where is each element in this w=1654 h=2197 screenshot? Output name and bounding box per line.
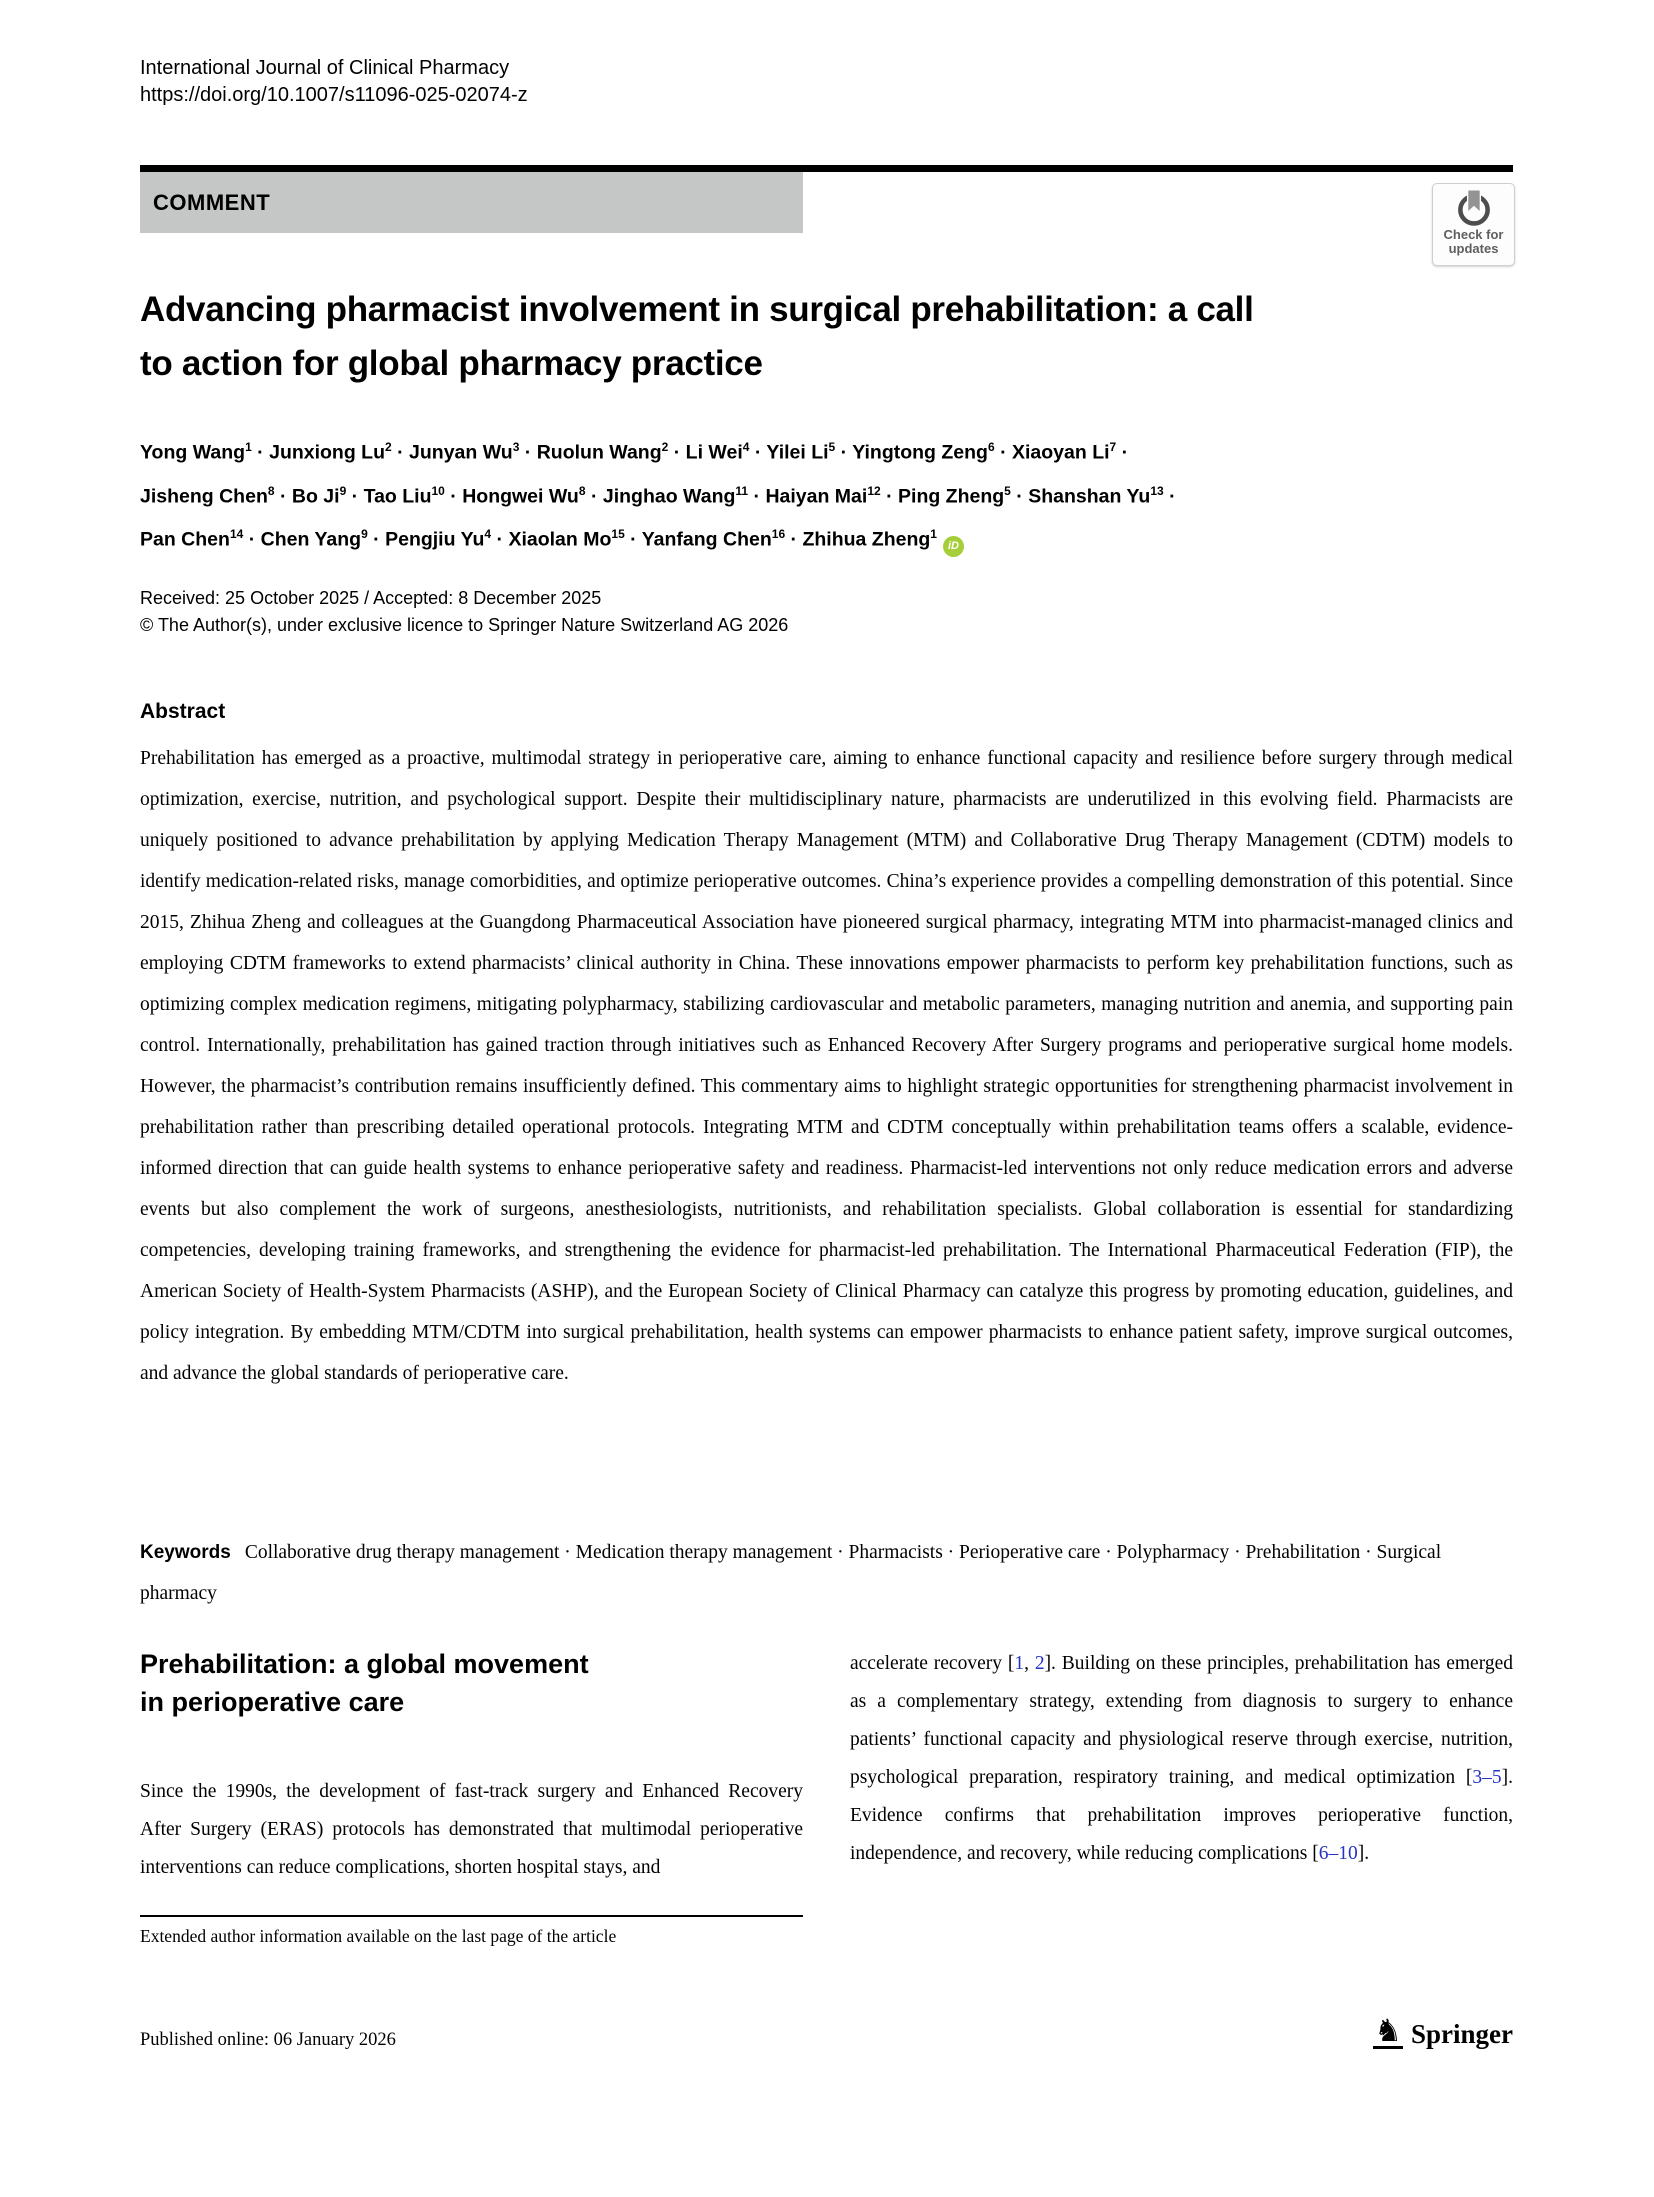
author-name: Chen Yang xyxy=(260,528,362,551)
doi-text: https://doi.org/10.1007/s11096-025-02074-z xyxy=(140,84,528,106)
author-affiliation-number: 13 xyxy=(1150,483,1164,498)
author-name: Yanfang Chen xyxy=(641,528,772,551)
section-heading-line1: Prehabilitation: a global movement xyxy=(140,1649,589,1679)
author-affiliation-number: 3 xyxy=(512,440,520,454)
author-affiliation-number: 1 xyxy=(245,440,252,454)
author-line xyxy=(140,515,1530,559)
author-affiliation-number: 16 xyxy=(771,527,786,541)
author-name: Bo Ji xyxy=(291,485,340,507)
author-separator: · xyxy=(624,528,642,551)
author-name: Junxiong Lu xyxy=(269,441,385,464)
author-name: Haiyan Mai xyxy=(765,485,868,507)
author-affiliation-number: 7 xyxy=(1109,440,1117,454)
author-info-footnote: Extended author information available on the last page of the article xyxy=(140,1915,803,1947)
author-affiliation-number: 8 xyxy=(578,483,586,498)
journal-header xyxy=(140,55,1513,109)
author-name: Pengjiu Yu xyxy=(385,528,485,551)
author-affiliation-number: 8 xyxy=(267,483,275,498)
author-separator: · xyxy=(749,441,767,464)
keywords-list: Collaborative drug therapy management · Medication therapy management · Pharmacists · Perioperative care · Polypharmacy · Prehabilitation · Surgical pharmacy xyxy=(140,1542,1442,1604)
author-name: Ruolun Wang xyxy=(536,441,662,464)
author-name: Zhihua Zheng xyxy=(802,528,931,551)
author-affiliation-number: 2 xyxy=(661,440,669,454)
author-name: Pan Chen xyxy=(140,528,230,551)
author-separator: · xyxy=(251,441,270,464)
article-type-banner xyxy=(140,172,803,233)
body-columns xyxy=(140,1645,1513,1947)
citation-link[interactable]: 1 xyxy=(1014,1653,1025,1674)
author-name: Jinghao Wang xyxy=(602,485,736,507)
author-affiliation-number: 14 xyxy=(229,527,244,541)
author-lines xyxy=(140,428,1530,559)
author-separator: · xyxy=(748,485,766,507)
author-name: Xiaolan Mo xyxy=(508,528,612,551)
author-affiliation-number: 11 xyxy=(735,483,749,498)
check-for-updates-line1: Check for xyxy=(1443,227,1504,242)
author-affiliation-number: 12 xyxy=(867,483,881,498)
springer-knight-icon: ♞ xyxy=(1374,2013,1402,2048)
author-separator: · xyxy=(668,441,686,464)
author-separator: · xyxy=(491,528,509,551)
check-for-updates-line2: updates xyxy=(1448,241,1499,256)
author-name: Yingtong Zeng xyxy=(852,441,988,464)
author-name: Xiaoyan Li xyxy=(1012,441,1110,464)
author-affiliation-number: 6 xyxy=(987,440,995,454)
author-affiliation-number: 5 xyxy=(828,440,836,454)
check-for-updates-icon xyxy=(1454,188,1494,228)
author-line xyxy=(140,472,1530,516)
author-separator: · xyxy=(519,441,537,464)
keywords-heading: Keywords xyxy=(140,1542,231,1563)
abstract-section xyxy=(140,700,1513,1394)
author-separator: · xyxy=(391,441,410,464)
author-name: Jisheng Chen xyxy=(140,485,268,507)
author-separator: · xyxy=(1116,441,1129,464)
published-online: Published online: 06 January 2026 xyxy=(140,2030,396,2050)
author-affiliation-number: 9 xyxy=(361,527,368,541)
citation-link[interactable]: 6–10 xyxy=(1318,1843,1358,1864)
article-type-label: COMMENT xyxy=(153,189,271,215)
orcid-icon[interactable]: iD xyxy=(943,536,964,557)
paragraph-text: accelerate recovery [ xyxy=(850,1653,1015,1674)
title-line-1: Advancing pharmacist involvement in surgical prehabilitation: a call xyxy=(140,290,1254,329)
copyright-line: © The Author(s), under exclusive licence to Springer Nature Switzerland AG 2026 xyxy=(140,615,789,635)
right-column xyxy=(850,1645,1513,1947)
right-column-paragraph xyxy=(850,1645,1513,1873)
springer-logo xyxy=(1373,2013,1513,2049)
author-separator: · xyxy=(880,485,899,507)
author-name: Yilei Li xyxy=(766,441,829,464)
author-affiliation-number: 2 xyxy=(385,440,392,454)
paragraph-text: , xyxy=(1024,1653,1035,1674)
author-separator: · xyxy=(585,485,603,507)
article-title xyxy=(140,283,1530,391)
author-affiliation-number: 4 xyxy=(742,440,750,454)
author-affiliation-number: 15 xyxy=(611,527,625,541)
left-column-paragraph: Since the 1990s, the development of fast-track surgery and Enhanced Recovery After Surgery (ERAS) protocols has demonstrated that multimodal perioperative interventions can reduce complications, shorten hospital stays, and xyxy=(140,1781,803,1878)
paragraph-text: ]. Building on these principles, prehabilitation has emerged as a complementary strategy, extending from diagnosis to surgery to enhance patients’ functional capacity and physiological reserve through exercise, nutrition, psychological preparation, respiratory training, and medical optimization [ xyxy=(850,1653,1513,1788)
journal-name: International Journal of Clinical Pharmacy xyxy=(140,57,510,79)
author-affiliation-number: 5 xyxy=(1004,483,1011,498)
citation-link[interactable]: 2 xyxy=(1034,1653,1045,1674)
paragraph-text: ]. xyxy=(1357,1843,1370,1864)
springer-wordmark: Springer xyxy=(1410,2019,1513,2049)
received-accepted: Received: 25 October 2025 / Accepted: 8 December 2025 xyxy=(140,588,602,608)
author-name: Yong Wang xyxy=(140,441,246,464)
header-rule xyxy=(140,165,1513,172)
author-name: Hongwei Wu xyxy=(462,485,579,507)
author-affiliation-number: 9 xyxy=(339,483,347,498)
author-affiliation-number: 10 xyxy=(431,483,445,498)
abstract-body: Prehabilitation has emerged as a proactive, multimodal strategy in perioperative care, aiming to enhance functional capacity and resilience before surgery through medical optimization, exercise, nutrition, and psychological support. Despite their multidisciplinary nature, pharmacists are underutilized in this evolving field. Pharmacists are uniquely positioned to advance prehabilitation by applying Medication Therapy Management (MTM) and Collaborative Drug Therapy Management (CDTM) models to identify medication-related risks, manage comorbidities, and optimize perioperative outcomes. China’s experience provides a compelling demonstration of this potential. Since 2015, Zhihua Zheng and colleagues at the Guangdong Pharmaceutical Association have pioneered surgical pharmacy, integrating MTM into pharmacist-managed clinics and employing CDTM frameworks to extend pharmacists’ clinical authority in China. These innovations empower pharmacists to perform key prehabilitation functions, such as optimizing complex medication regimens, mitigating polypharmacy, stabilizing cardiovascular and metabolic parameters, managing nutrition and anemia, and supporting pain control. Internationally, prehabilitation has gained traction through initiatives such as Enhanced Recovery After Surgery programs and perioperative surgical home models. However, the pharmacist’s contribution remains insufficiently defined. This commentary aims to highlight strategic opportunities for strengthening pharmacist involvement in prehabilitation rather than prescribing detailed operational protocols. Integrating MTM and CDTM conceptually within prehabilitation teams offers a scalable, evidence-informed direction that can guide health systems to enhance perioperative safety and readiness. Pharmacist-led interventions not only reduce medication errors and adverse events but also complement the work of surgeons, anesthesiologists, nutritionists, and rehabilitation specialists. Global collaboration is essential for standardizing competencies, developing training frameworks, and strengthening the evidence for pharmacist-led prehabilitation. The International Pharmaceutical Federation (FIP), the American Society of Health-System Pharmacists (ASHP), and the European Society of Clinical Pharmacy can catalyze this progress by promoting education, guidelines, and policy integration. By embedding MTM/CDTM into surgical prehabilitation, health systems can empower pharmacists to enhance patient safety, improve surgical outcomes, and advance the global standards of perioperative care. xyxy=(140,748,1513,1384)
author-name: Li Wei xyxy=(685,441,743,464)
title-line-2: to action for global pharmacy practice xyxy=(140,344,763,383)
author-separator: · xyxy=(444,485,463,507)
section-heading xyxy=(140,1645,803,1721)
check-for-updates-text xyxy=(1444,228,1504,256)
author-name: Shanshan Yu xyxy=(1028,485,1151,507)
author-separator: · xyxy=(835,441,853,464)
article-meta xyxy=(140,585,1513,639)
author-separator: · xyxy=(1163,485,1176,507)
author-separator: · xyxy=(274,485,292,507)
keywords-section xyxy=(140,1532,1513,1614)
author-line xyxy=(140,428,1530,472)
author-name: Junyan Wu xyxy=(409,441,513,464)
citation-link[interactable]: 3–5 xyxy=(1472,1767,1502,1788)
author-name: Tao Liu xyxy=(363,485,432,507)
abstract-heading: Abstract xyxy=(140,700,226,723)
left-column xyxy=(140,1645,803,1947)
author-separator: · xyxy=(243,528,261,551)
paragraph-text: ]. Evidence confirms that prehabilitation improves perioperative function, independence, and recovery, while reducing complications [ xyxy=(850,1767,1513,1864)
author-separator: · xyxy=(785,528,803,551)
author-affiliation-number: 1 xyxy=(930,527,937,541)
author-separator: · xyxy=(367,528,386,551)
author-separator: · xyxy=(346,485,364,507)
author-name: Ping Zheng xyxy=(898,485,1005,507)
author-separator: · xyxy=(1010,485,1029,507)
author-affiliation-number: 4 xyxy=(484,527,492,541)
section-heading-line2: in perioperative care xyxy=(140,1687,405,1717)
author-separator: · xyxy=(994,441,1012,464)
check-for-updates-badge[interactable] xyxy=(1432,183,1515,266)
